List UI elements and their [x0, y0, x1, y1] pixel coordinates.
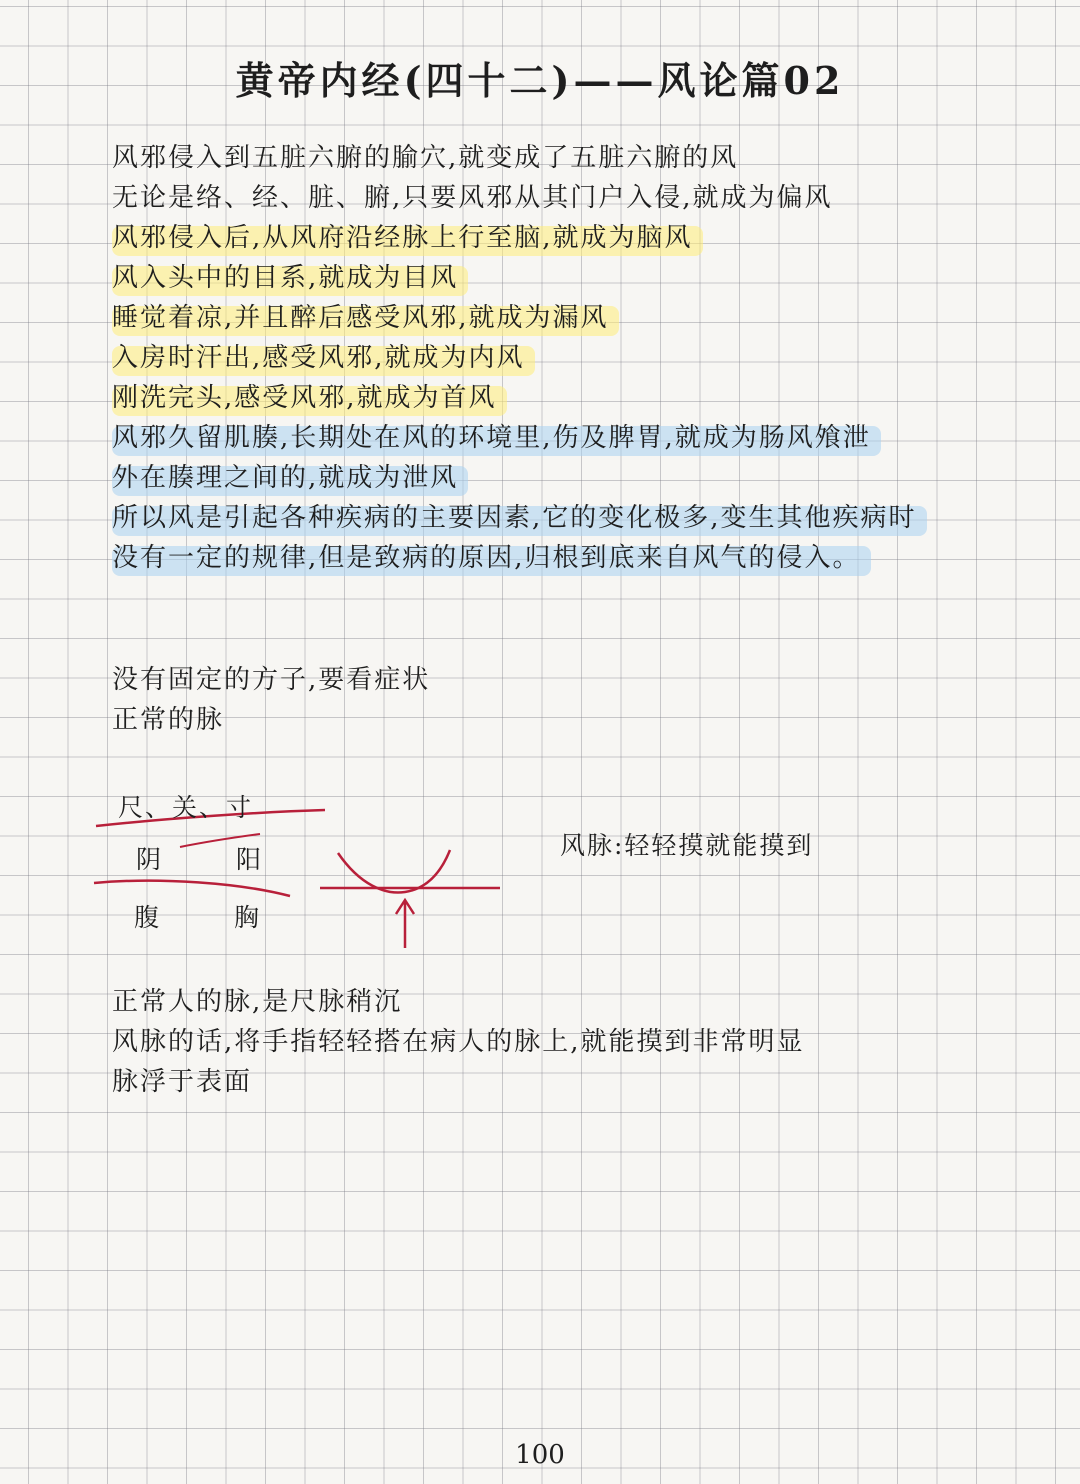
conclusion-line: 风脉的话,将手指轻轻搭在病人的脉上,就能摸到非常明显	[112, 1027, 805, 1057]
page-title: 黄帝内经(四十二)——风论篇02	[235, 58, 845, 103]
abdomen-label: 腹	[134, 903, 162, 932]
text-line: 风邪久留肌腠,长期处在风的环境里,伤及脾胃,就成为肠风飧泄	[112, 418, 871, 458]
text-line: 入房时汗出,感受风邪,就成为内风	[112, 338, 525, 378]
chest-label: 胸	[234, 903, 262, 932]
up-arrow-icon	[396, 900, 414, 948]
wind-pulse-label: 风脉:轻轻摸就能摸到	[560, 831, 814, 860]
text-line: 无论是络、经、脏、腑,只要风邪从其门户入侵,就成为偏风	[112, 183, 833, 213]
text-line: 所以风是引起各种疾病的主要因素,它的变化极多,变生其他疾病时	[112, 498, 917, 538]
pulse-positions-label: 尺、关、寸	[118, 793, 254, 822]
note-line: 没有固定的方子,要看症状	[112, 665, 431, 695]
text-line: 风邪侵入后,从风府沿经脉上行至脑,就成为脑风	[112, 218, 693, 258]
conclusion-line: 正常人的脉,是尺脉稍沉	[112, 987, 403, 1017]
page-number: 100	[515, 1440, 565, 1470]
yin-label: 阴	[136, 845, 164, 874]
note-line: 正常的脉	[112, 705, 225, 735]
yang-label: 阳	[236, 845, 264, 874]
text-line: 睡觉着凉,并且醉后感受风邪,就成为漏风	[112, 298, 609, 338]
text-line: 风邪侵入到五脏六腑的腧穴,就变成了五脏六腑的风	[112, 143, 739, 173]
text-line: 刚洗完头,感受风邪,就成为首风	[112, 378, 497, 418]
conclusion-line: 脉浮于表面	[112, 1067, 253, 1097]
lower-divider-line	[94, 881, 290, 896]
pulse-curve	[338, 850, 450, 893]
text-line: 没有一定的规律,但是致病的原因,归根到底来自风气的侵入。	[112, 538, 861, 578]
text-line: 外在腠理之间的,就成为泄风	[112, 458, 458, 498]
text-line: 风入头中的目系,就成为目风	[112, 258, 458, 298]
